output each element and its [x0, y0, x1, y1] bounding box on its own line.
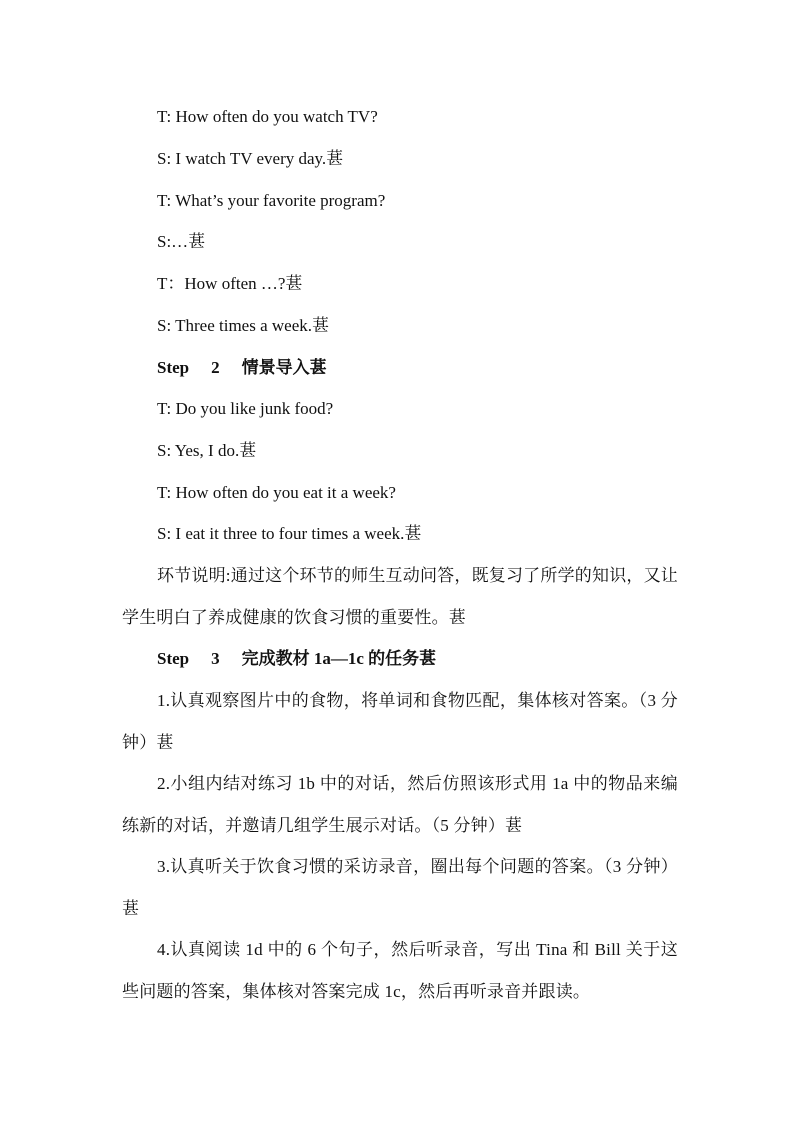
task-item: 3.认真听关于饮食习惯的采访录音，圈出每个问题的答案。（3 分钟）葚	[122, 857, 678, 918]
task-item: 2.小组内结对练习 1b 中的对话，然后仿照该形式用 1a 中的物品来编练新的对话，并邀请几组学生展示对话。（5 分钟）葚	[122, 774, 678, 835]
step-3-heading	[157, 648, 436, 670]
section-note: 环节说明:通过这个环节的师生互动问答，既复习了所学的知识，又让学生明白了养成健康的饮食习惯的重要性。葚	[122, 566, 678, 627]
dialogue-line: S: I eat it three to four times a week.葚	[157, 524, 422, 543]
task-item: 1.认真观察图片中的食物，将单词和食物匹配，集体核对答案。（3 分钟）葚	[122, 691, 678, 752]
step-word: Step	[157, 358, 190, 377]
dialogue-line: T：How often …?葚	[157, 274, 303, 293]
dialogue-line: S: I watch TV every day.葚	[157, 149, 344, 168]
dialogue-line: T: How often do you eat it a week?	[157, 483, 396, 502]
step-title: 完成教材 1a—1c 的任务葚	[241, 649, 437, 668]
dialogue-line: S:…葚	[157, 232, 206, 251]
step-title: 情景导入葚	[241, 358, 327, 377]
dialogue-line: T: Do you like junk food?	[157, 399, 334, 418]
dialogue-line: T: How often do you watch TV?	[157, 107, 378, 126]
dialogue-line: S: Yes, I do.葚	[157, 441, 257, 460]
step-2-heading	[157, 357, 327, 379]
step-word: Step	[157, 649, 190, 668]
dialogue-line: T: What’s your favorite program?	[157, 191, 386, 210]
task-item: 4.认真阅读 1d 中的 6 个句子，然后听录音，写出 Tina 和 Bill 关于这些问题的答案，集体核对答案完成 1c，然后再听录音并跟读。	[122, 940, 678, 1001]
dialogue-line: S: Three times a week.葚	[157, 316, 330, 335]
step-number: 2	[211, 358, 220, 377]
step-number: 3	[211, 649, 220, 668]
